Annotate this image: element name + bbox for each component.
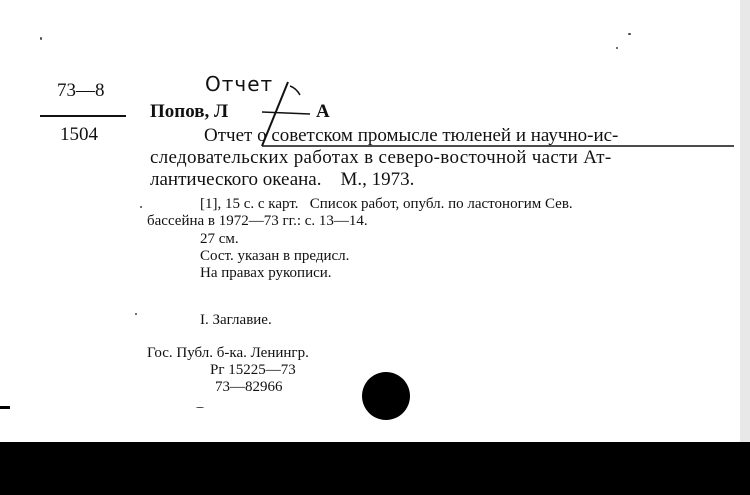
scan-speck xyxy=(196,407,204,408)
library-number: 73—82966 xyxy=(215,379,283,395)
hook-mark xyxy=(290,86,300,95)
scan-background xyxy=(0,442,750,495)
edge-tick xyxy=(0,406,10,409)
scan-speck xyxy=(140,206,142,208)
scan-speck xyxy=(40,37,42,40)
subject-heading: I. Заглавие. xyxy=(200,312,272,328)
title-line: следовательских работах в северо-восточной части Ат- xyxy=(150,147,612,168)
title-line: Отчет о советском промысле тюленей и научно-ис- xyxy=(204,125,619,146)
scan-speck xyxy=(616,47,618,49)
slash-mark xyxy=(262,82,288,146)
author-initial: А xyxy=(316,101,330,122)
title-line: лантического океана. М., 1973. xyxy=(150,169,415,190)
author-name: Попов, Л xyxy=(150,101,229,122)
collation-note: [1], 15 с. с карт. Список работ, опубл. по ластоногим Сев. xyxy=(200,196,573,212)
call-number-bottom: 1504 xyxy=(60,124,98,145)
collation-note: бассейна в 1972—73 гг.: с. 13—14. xyxy=(147,213,368,229)
library-name: Гос. Публ. б-ка. Ленингр. xyxy=(147,345,309,361)
scan-speck xyxy=(628,33,631,35)
library-number: Рг 15225—73 xyxy=(210,362,296,378)
rights-note: На правах рукописи. xyxy=(200,265,332,281)
underline-mark xyxy=(262,112,310,114)
card-edge xyxy=(740,0,750,442)
scan-speck xyxy=(135,313,137,315)
size-note: 27 см. xyxy=(200,231,239,247)
call-number-top: 73—8 xyxy=(57,80,105,101)
punch-hole xyxy=(362,372,410,420)
handwritten-title: Отчет xyxy=(205,72,274,96)
compiler-note: Сост. указан в предисл. xyxy=(200,248,350,264)
